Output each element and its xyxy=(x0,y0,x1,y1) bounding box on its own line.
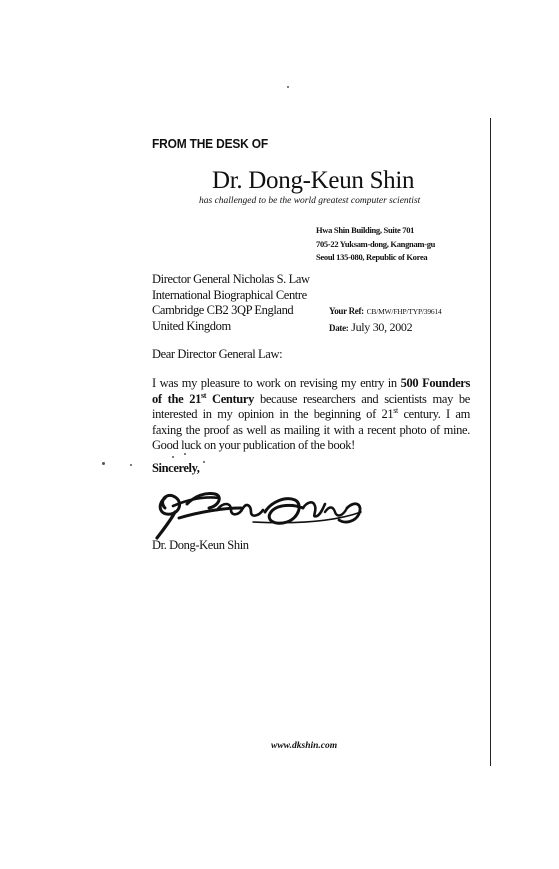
ref-value: CB/MW/FHP/TYP/39614 xyxy=(366,307,442,316)
scan-speck xyxy=(184,453,186,455)
scan-speck xyxy=(102,462,105,465)
letterhead-tagline: has challenged to be the world greatest computer scientist xyxy=(199,196,421,206)
date-line xyxy=(329,320,442,337)
salutation: Dear Director General Law: xyxy=(152,347,283,361)
address-line: Seoul 135-080, Republic of Korea xyxy=(316,252,428,262)
superscript: st xyxy=(201,390,207,400)
closing: Sincerely, xyxy=(152,461,200,475)
reference-block xyxy=(329,303,442,336)
superscript: st xyxy=(393,405,398,415)
recipient-line: United Kingdom xyxy=(152,318,231,333)
book-title-text: 500 Founders of the 21 xyxy=(152,376,470,406)
address-line: 705-22 Yuksam-dong, Kangnam-gu xyxy=(316,238,436,249)
scan-speck xyxy=(287,86,289,88)
date-label: Date: xyxy=(329,322,349,333)
recipient-address xyxy=(152,272,310,334)
reference-line xyxy=(329,303,442,320)
sender-address xyxy=(316,224,435,265)
address-line: Hwa Shin Building, Suite 701 xyxy=(316,225,415,235)
recipient-line: International Biographical Centre xyxy=(152,287,307,302)
letter-body xyxy=(152,376,470,454)
scan-speck xyxy=(130,464,132,466)
signer-name: Dr. Dong-Keun Shin xyxy=(152,538,249,552)
date-value: July 30, 2002 xyxy=(351,319,413,334)
scan-speck xyxy=(203,461,205,463)
body-text: I was my pleasure to work on revising my entry in xyxy=(152,376,401,390)
recipient-line: Director General Nicholas S. Law xyxy=(152,272,310,286)
letterhead-name: Dr. Dong-Keun Shin xyxy=(212,167,415,194)
book-title-end: Century xyxy=(206,391,255,406)
body-text: century. I am faxing the proof as well as mailing it with a recent photo of mine. Good luck on your publication of the book! xyxy=(152,407,470,452)
handwritten-signature xyxy=(153,482,368,542)
body-text: because researchers and scientists may be interested in my opinion in the beginning of 21 xyxy=(152,391,470,421)
page-edge-line xyxy=(490,118,491,766)
desk-label: FROM THE DESK OF xyxy=(152,136,268,151)
scan-speck xyxy=(172,456,174,458)
footer-url: www.dkshin.com xyxy=(271,741,338,751)
ref-label: Your Ref: xyxy=(329,306,364,316)
recipient-line: Cambridge CB2 3QP England xyxy=(152,303,294,317)
